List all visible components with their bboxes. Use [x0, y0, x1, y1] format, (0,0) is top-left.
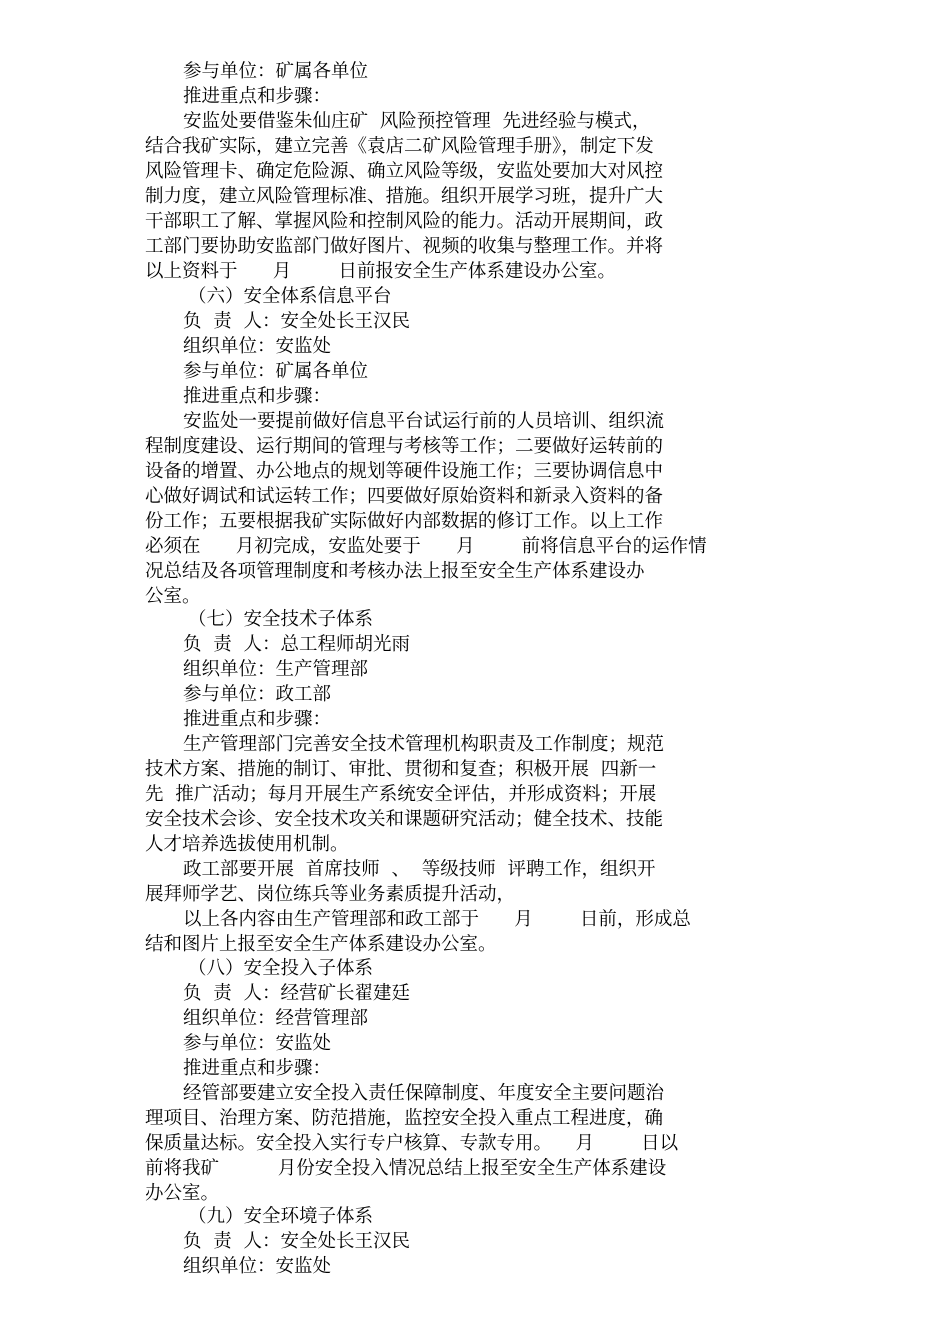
text-line: 参与单位：政工部	[183, 684, 332, 705]
text-line: 负 责 人：经营矿长翟建廷	[183, 983, 411, 1004]
text-line: 况总结及各项管理制度和考核办法上报至安全生产体系建设办	[145, 561, 645, 582]
text-line: 结和图片上报至安全生产体系建设办公室。	[145, 934, 497, 955]
text-line: 份工作；五要根据我矿实际做好内部数据的修订工作。以上工作	[145, 511, 664, 532]
text-line: （九）安全环境子体系	[188, 1206, 374, 1227]
text-line: 负 责 人：安全处长王汉民	[183, 1231, 411, 1252]
text-line: 办公室。	[145, 1183, 220, 1204]
text-line: 设备的增置、办公地点的规划等硬件设施工作；三要协调信息中	[145, 461, 664, 482]
text-line: 政工部要开展 首席技师 、 等级技师 评聘工作，组织开	[183, 859, 656, 880]
text-line: 安监处一要提前做好信息平台试运行前的人员培训、组织流	[183, 411, 665, 432]
text-line: 推进重点和步骤：	[183, 86, 332, 107]
text-line: 程制度建设、运行期间的管理与考核等工作；二要做好运转前的	[145, 436, 664, 457]
text-line: 人才培养选拔使用机制。	[145, 834, 349, 855]
text-line: 组织单位：经营管理部	[183, 1008, 369, 1029]
text-line: 生产管理部门完善安全技术管理机构职责及工作制度；规范	[183, 734, 665, 755]
text-line: 展拜师学艺、岗位练兵等业务素质提升活动，	[145, 884, 516, 905]
text-line: 负 责 人：总工程师胡光雨	[183, 634, 411, 655]
text-line: 心做好调试和试运转工作；四要做好原始资料和新录入资料的备	[145, 486, 664, 507]
text-line: 以上各内容由生产管理部和政工部于 月 日前，形成总	[183, 909, 691, 930]
text-line: 安监处要借鉴朱仙庄矿 风险预控管理 先进经验与模式，	[183, 111, 651, 132]
text-line: 推进重点和步骤：	[183, 709, 332, 730]
text-line: 保质量达标。安全投入实行专户核算、专款专用。 月 日以	[145, 1133, 679, 1154]
text-line: 组织单位：生产管理部	[183, 659, 369, 680]
text-line: 安全技术会诊、安全技术攻关和课题研究活动；健全技术、技能	[145, 809, 664, 830]
text-line: 结合我矿实际，建立完善《袁店二矿风险管理手册》，制定下发	[145, 136, 654, 157]
text-line: 参与单位：矿属各单位	[183, 361, 369, 382]
text-line: （八）安全投入子体系	[188, 958, 374, 979]
text-line: 制力度，建立风险管理标准、措施。组织开展学习班，提升广大	[145, 186, 664, 207]
text-line: 先 推广活动；每月开展生产系统安全评估，并形成资料；开展	[145, 784, 657, 805]
text-line: 推进重点和步骤：	[183, 1058, 332, 1079]
text-line: 组织单位：安监处	[183, 1256, 332, 1277]
text-line: 以上资料于 月 日前报安全生产体系建设办公室。	[145, 261, 616, 282]
text-line: 经管部要建立安全投入责任保障制度、年度安全主要问题治	[183, 1083, 665, 1104]
text-line: 前将我矿 月份安全投入情况总结上报至安全生产体系建设	[145, 1158, 667, 1179]
text-line: 技术方案、措施的制订、审批、贯彻和复查；积极开展 四新一	[145, 759, 657, 780]
text-line: （六）安全体系信息平台	[188, 286, 392, 307]
text-line: 参与单位：安监处	[183, 1033, 332, 1054]
text-line: 干部职工了解、掌握风险和控制风险的能力。活动开展期间，政	[145, 211, 664, 232]
text-line: （七）安全技术子体系	[188, 609, 374, 630]
text-line: 负 责 人：安全处长王汉民	[183, 311, 411, 332]
text-line: 工部门要协助安监部门做好图片、视频的收集与整理工作。并将	[145, 236, 664, 257]
text-line: 组织单位：安监处	[183, 336, 332, 357]
text-line: 参与单位：矿属各单位	[183, 61, 369, 82]
text-line: 必须在 月初完成，安监处要于 月 前将信息平台的运作情	[145, 536, 707, 557]
text-line: 推进重点和步骤：	[183, 386, 332, 407]
text-line: 公室。	[145, 586, 201, 607]
text-line: 理项目、治理方案、防范措施，监控安全投入重点工程进度，确	[145, 1108, 664, 1129]
text-line: 风险管理卡、确定危险源、确立风险等级，安监处要加大对风控	[145, 161, 664, 182]
